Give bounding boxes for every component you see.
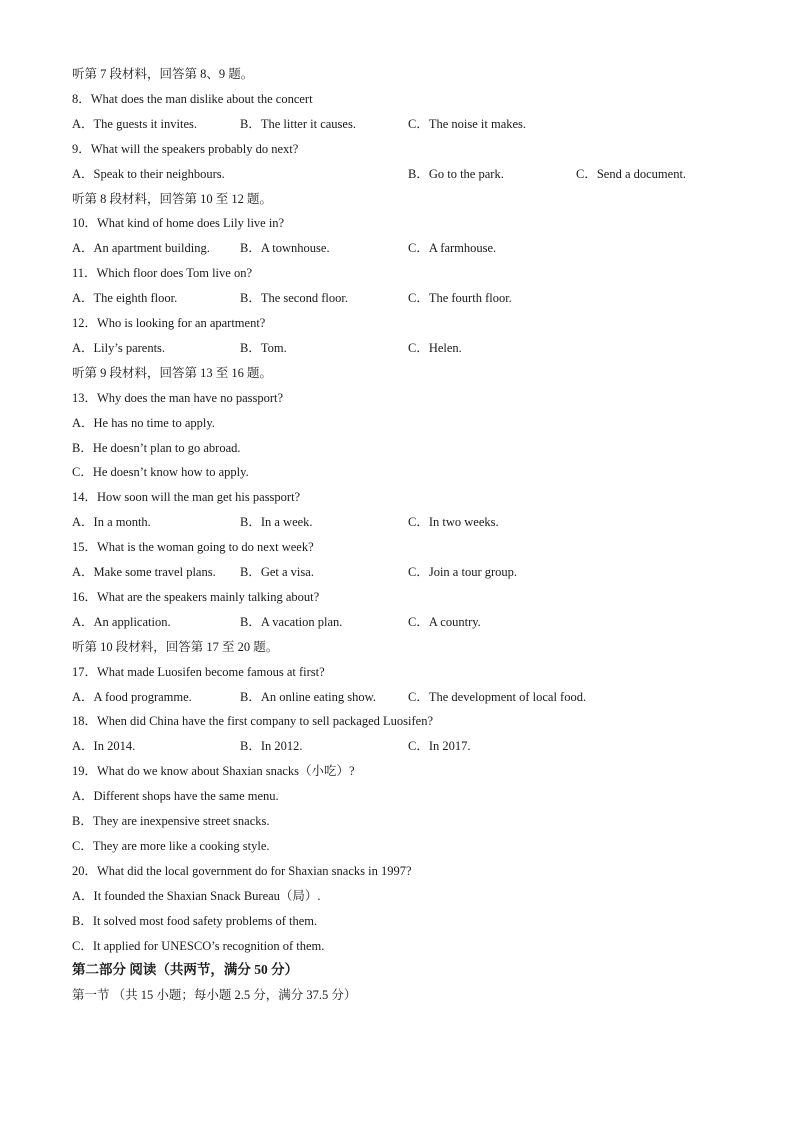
answer-option: C．The development of local food. xyxy=(408,689,587,704)
answer-option: A．An application. xyxy=(72,614,171,629)
text-line xyxy=(72,138,298,160)
answer-options-row xyxy=(72,686,722,708)
answer-option: A．Speak to their neighbours. xyxy=(72,166,225,181)
answer-option: B．The second floor. xyxy=(240,291,348,306)
answer-option: B．In a week. xyxy=(240,515,313,530)
line-text: 8．What does the man dislike about the concert xyxy=(72,91,313,106)
answer-option: B．The litter it causes. xyxy=(240,116,356,131)
answer-options-row xyxy=(72,735,722,757)
text-line xyxy=(72,661,325,683)
answer-option: C．Send a document. xyxy=(576,166,687,181)
answer-options-row xyxy=(72,337,722,359)
text-line xyxy=(72,885,321,907)
line-text: 14．How soon will the man get his passport? xyxy=(72,490,301,505)
line-text: 11．Which floor does Tom live on? xyxy=(72,266,252,281)
text-line xyxy=(72,835,270,857)
text-line xyxy=(72,312,265,334)
line-text: 听第 9 段材料，回答第 13 至 16 题。 xyxy=(72,365,273,380)
text-line xyxy=(72,88,313,110)
answer-option: A．In a month. xyxy=(72,515,151,530)
text-line xyxy=(72,935,324,957)
text-line xyxy=(72,810,270,832)
answer-options-row xyxy=(72,163,722,185)
answer-option: A．An apartment building. xyxy=(72,241,210,256)
line-text: B．It solved most food safety problems of them. xyxy=(72,913,318,928)
line-text: C．They are more like a cooking style. xyxy=(72,838,270,853)
answer-option: B．A vacation plan. xyxy=(240,614,343,629)
line-text: A．He has no time to apply. xyxy=(72,415,215,430)
answer-option: C．The fourth floor. xyxy=(408,291,512,306)
answer-option: C．A farmhouse. xyxy=(408,241,497,256)
answer-option: A．The eighth floor. xyxy=(72,291,178,306)
line-text: 12．Who is looking for an apartment? xyxy=(72,316,266,330)
text-line xyxy=(72,636,278,658)
line-text: 16．What are the speakers mainly talking about? xyxy=(72,589,320,604)
answer-option: A．Lily’s parents. xyxy=(72,340,166,355)
answer-option: B．A townhouse. xyxy=(240,241,330,256)
answer-option: A．A food programme. xyxy=(72,689,192,704)
line-text: A．It founded the Shaxian Snack Bureau（局）. xyxy=(72,888,321,903)
text-line xyxy=(72,760,355,782)
answer-option: B．Go to the park. xyxy=(408,166,504,181)
line-text: B．They are inexpensive street snacks. xyxy=(72,814,270,828)
answer-option: A．Make some travel plans. xyxy=(72,565,216,579)
line-text: 10．What kind of home does Lily live in? xyxy=(72,216,285,231)
answer-option: C．In two weeks. xyxy=(408,515,499,530)
text-line xyxy=(72,536,314,558)
text-line xyxy=(72,262,252,284)
text-line xyxy=(72,910,317,932)
text-line xyxy=(72,437,241,459)
answer-option: C．Join a tour group. xyxy=(408,565,518,579)
answer-options-row xyxy=(72,237,722,259)
answer-option: A．In 2014. xyxy=(72,739,136,754)
text-line xyxy=(72,710,433,732)
answer-option: C．A country. xyxy=(408,614,481,629)
text-line xyxy=(72,461,249,483)
answer-option: B．An online eating show. xyxy=(240,689,376,704)
line-text: C．It applied for UNESCO’s recognition of them. xyxy=(72,938,325,953)
line-text: 15．What is the woman going to do next week? xyxy=(72,540,314,555)
section-heading xyxy=(72,959,298,981)
answer-options-row xyxy=(72,287,722,309)
section-heading-text: 第二部分 阅读（共两节，满分 50 分） xyxy=(72,962,299,978)
answer-option: A．The guests it invites. xyxy=(72,116,197,131)
text-line xyxy=(72,785,279,807)
line-text: 19．What do we know about Shaxian snacks（小吃）? xyxy=(72,764,355,779)
line-text: 17．What made Luosifen become famous at first? xyxy=(72,664,325,679)
answer-option: B．In 2012. xyxy=(240,739,303,754)
text-line xyxy=(72,860,412,882)
answer-option: B．Get a visa. xyxy=(240,565,314,579)
line-text: 18．When did China have the first company to sell packaged Luosifen? xyxy=(72,714,434,729)
text-line xyxy=(72,412,215,434)
line-text: 听第 8 段材料，回答第 10 至 12 题。 xyxy=(72,191,273,206)
answer-options-row xyxy=(72,511,722,533)
answer-option: C．In 2017. xyxy=(408,739,471,754)
text-line xyxy=(72,63,253,85)
text-line xyxy=(72,586,319,608)
line-text: 听第 10 段材料，回答第 17 至 20 题。 xyxy=(72,639,279,654)
text-line xyxy=(72,486,300,508)
answer-option: C．Helen. xyxy=(408,340,462,355)
line-text: A．Different shops have the same menu. xyxy=(72,789,279,804)
text-line xyxy=(72,984,356,1006)
text-line xyxy=(72,362,272,384)
line-text: B．He doesn’t plan to go abroad. xyxy=(72,440,241,455)
line-text: 第一节 （共 15 小题；每小题 2.5 分，满分 37.5 分） xyxy=(72,988,357,1003)
text-line xyxy=(72,188,272,210)
line-text: C．He doesn’t know how to apply. xyxy=(72,465,249,480)
text-line xyxy=(72,387,283,409)
line-text: 9．What will the speakers probably do next? xyxy=(72,141,299,156)
answer-options-row xyxy=(72,561,722,583)
answer-options-row xyxy=(72,113,722,135)
line-text: 20．What did the local government do for Shaxian snacks in 1997? xyxy=(72,863,412,878)
answer-option: B．Tom. xyxy=(240,340,287,355)
line-text: 13．Why does the man have no passport? xyxy=(72,390,284,405)
text-line xyxy=(72,212,284,234)
line-text: 听第 7 段材料，回答第 8、9 题。 xyxy=(72,67,254,81)
answer-option: C．The noise it makes. xyxy=(408,116,527,131)
answer-options-row xyxy=(72,611,722,633)
